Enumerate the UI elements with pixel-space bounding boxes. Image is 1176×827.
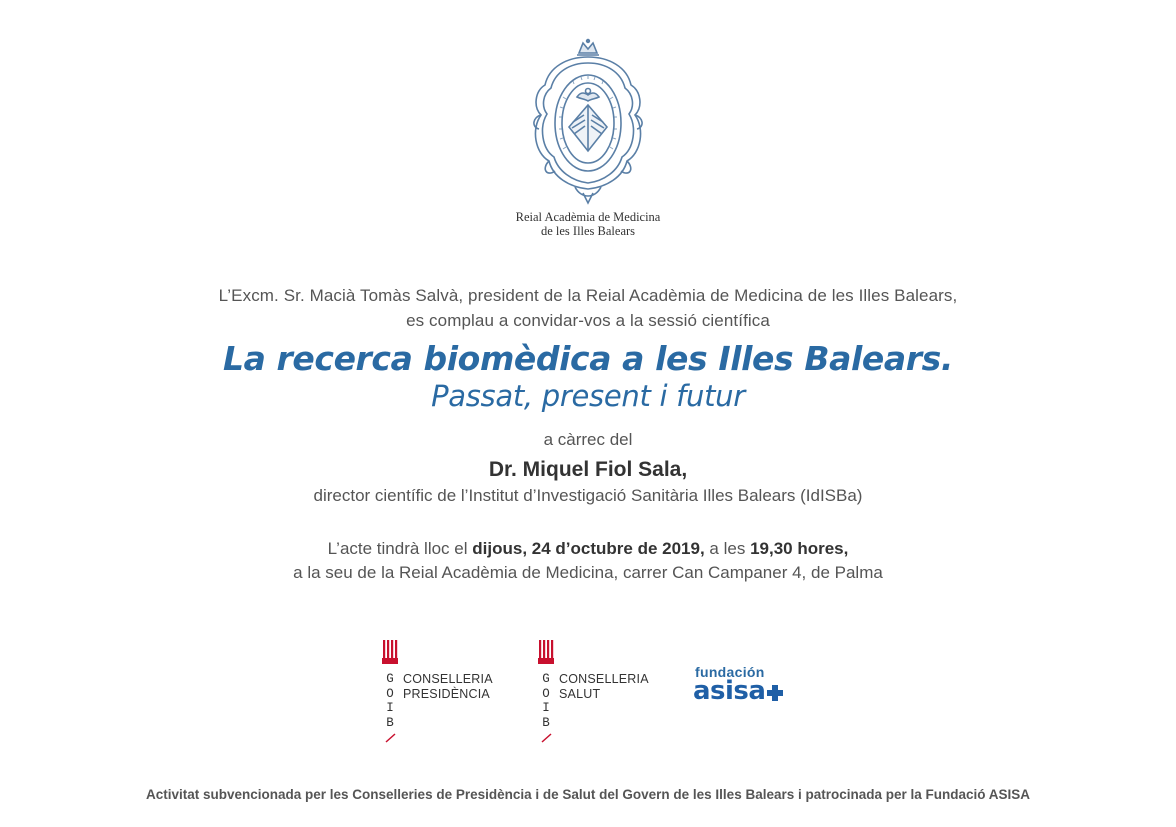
- asisa-wordmark: asisa: [693, 676, 766, 706]
- goib-letter: G: [386, 672, 394, 686]
- salut-line1: CONSELLERIA: [559, 672, 649, 686]
- salut-dept: [559, 672, 649, 701]
- when-prefix: L’acte tindrà lloc el: [327, 539, 468, 558]
- event-time: 19,30 hores,: [750, 539, 849, 558]
- intro-line-2: es complau a convidar-vos a la sessió científica: [406, 311, 770, 330]
- presidencia-dept: [403, 672, 493, 701]
- asisa-fundacion-text: fundación: [695, 664, 765, 680]
- when-middle: a les: [709, 539, 746, 558]
- intro-line-1: L’Excm. Sr. Macià Tomàs Salvà, president de la Reial Acadèmia de Medicina de les Illes Balears,: [218, 286, 958, 305]
- presidencia-line1: CONSELLERIA: [403, 672, 493, 686]
- goib-letters: [384, 672, 396, 730]
- academy-name-line1: Reial Acadèmia de Medicina: [515, 210, 661, 224]
- salut-line2: SALUT: [559, 686, 601, 701]
- goib-letter: O: [542, 686, 550, 701]
- asisa-plus-icon: [766, 684, 784, 702]
- goib-letter: B: [542, 715, 550, 730]
- academy-name: [440, 210, 736, 238]
- goib-letter: O: [386, 686, 394, 701]
- session-subtitle: Passat, present i futur: [431, 379, 745, 413]
- event-date: dijous, 24 d’octubre de 2019,: [472, 539, 705, 558]
- goib-letter: I: [542, 701, 550, 715]
- sponsorship-footer: Activitat subvencionada per les Conselleries de Presidència i de Salut del Govern de les Illes Balears i patrocinada per la Fundació ASISA: [145, 787, 1031, 802]
- fundacion-asisa-logo: [693, 664, 803, 704]
- academy-seal-logo: [527, 37, 649, 207]
- intro-text: [0, 283, 1176, 333]
- goib-slash-icon: [384, 733, 398, 743]
- presidencia-line2: PRESIDÈNCIA: [403, 686, 490, 701]
- event-when: [0, 537, 1176, 561]
- goib-flag-icon: [538, 640, 554, 664]
- academy-name-line2: de les Illes Balears: [540, 224, 636, 238]
- event-where: a la seu de la Reial Acadèmia de Medicina, carrer Can Campaner 4, de Palma: [293, 563, 883, 582]
- by-label: a càrrec del: [543, 430, 633, 449]
- speaker-name: Dr. Miquel Fiol Sala,: [488, 458, 688, 481]
- goib-slash-icon: [540, 733, 554, 743]
- session-title: La recerca biomèdica a les Illes Balears.: [222, 339, 954, 378]
- goib-flag-icon: [382, 640, 398, 664]
- goib-letters: [540, 672, 552, 730]
- goib-letter: I: [386, 701, 394, 715]
- goib-letter: G: [542, 672, 550, 686]
- speaker-role: director científic de l’Institut d’Investigació Sanitària Illes Balears (IdISBa): [313, 486, 863, 505]
- goib-letter: B: [386, 715, 394, 730]
